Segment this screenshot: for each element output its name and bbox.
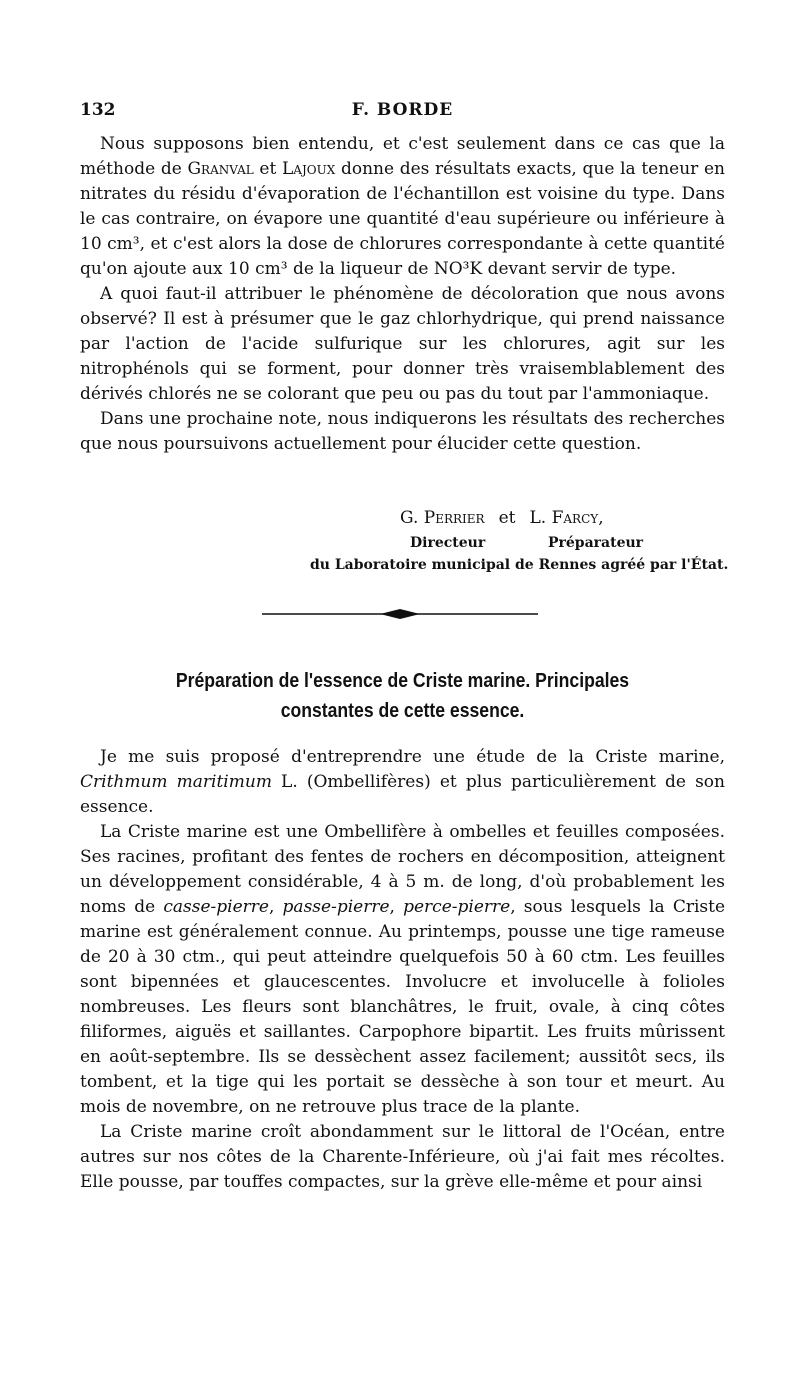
common-name: casse-pierre (163, 897, 269, 917)
text-run: , (268, 897, 283, 917)
author-name: Lajoux (282, 159, 336, 179)
text-run: Nous supposons bien entendu, et c'est seulement dans ce cas que la méthode de (80, 134, 725, 179)
article-title-line: constantes de cette essence. (280, 700, 525, 722)
article-title (119, 666, 687, 726)
page-number: 132 (80, 100, 116, 120)
signatory-role: Directeur (410, 535, 486, 551)
author-name: Granval (187, 159, 254, 179)
text-run: La Criste marine est une Ombellifère à ombelles et feuilles composées. Ses racines, profitant des fentes de rochers en décomposition, atteignent un développement considérable, 4 à 5 m. de long, d'où probablement les noms de (80, 822, 725, 917)
rule-with-diamond-icon (262, 602, 538, 626)
signatory-name: G. Perrier (400, 508, 485, 528)
running-title: F. BORDE (351, 100, 454, 120)
article-body (80, 745, 725, 1195)
signature-affiliation: du Laboratoire municipal de Rennes agréé par l'État. (310, 557, 729, 573)
text-run: L. (Ombellifères) et plus particulièrement de son essence. (80, 772, 725, 817)
common-name: perce-pierre (403, 897, 511, 917)
previous-article-conclusion (80, 132, 725, 457)
article-title-line: Préparation de l'essence de Criste marine. Principales (175, 670, 630, 692)
signatory-name: L. Farcy, (529, 508, 604, 528)
common-name: passe-pierre (282, 897, 390, 917)
species-name: Crithmum maritimum (80, 772, 272, 792)
text-run: , (389, 897, 404, 917)
paragraph: La Criste marine croît abondamment sur le littoral de l'Océan, entre autres sur nos côtes de la Charente-Inférieure, où j'ai fait mes récoltes. Elle pousse, par touffes compactes, sur la grève elle-même et pour ainsi (80, 1122, 725, 1192)
paragraph (80, 132, 725, 282)
running-head (80, 100, 725, 122)
paragraph: A quoi faut-il attribuer le phénomène de décoloration que nous avons observé? Il est à présumer que le gaz chlorhydrique, qui prend naissance par l'action de l'acide sulfurique sur les chlorures, agit sur les nitrophénols qui se forment, pour donner très vraisemblablement des dérivés chlorés ne se colorant que peu ou pas du tout par l'ammoniaque. (80, 284, 725, 404)
paragraph: Dans une prochaine note, nous indiquerons les résultats des recherches que nous poursuivons actuellement pour élucider cette question. (80, 409, 725, 454)
paragraph (80, 820, 725, 1120)
signature-conjunction: et (498, 508, 516, 528)
paragraph (80, 745, 725, 820)
text-run: , sous lesquels la Criste marine est généralement connue. Au printemps, pousse une tige rameuse de 20 à 30 ctm., qui peut atteindre quelquefois 50 à 60 ctm. Les feuilles sont bipennées et glaucescentes. Involucre et involucelle à folioles nombreuses. Les fleurs sont blanchâtres, le fruit, ovale, à cinq côtes filiformes, aiguës et saillantes. Carpophore bipartit. Les fruits mûrissent en août-septembre. Ils se dessèchent assez facilement; aussitôt secs, ils tombent, et la tige qui les portait se dessèche à son tour et meurt. Au mois de novembre, on ne retrouve plus trace de la plante. (80, 897, 726, 1117)
signature-names (400, 508, 604, 528)
text-run: et (253, 159, 282, 179)
signatory-role: Préparateur (548, 535, 644, 551)
text-run: donne des résultats exacts, que la teneur en nitrates du résidu d'évaporation de l'échantillon est voisine du type. Dans le cas contraire, on évapore une quantité d'eau supérieure ou inférieure à 10 cm³, et c'est alors la dose de chlorures correspondante à cette quantité qu'on ajoute aux 10 cm³ de la liqueur de NO³K devant servir de type. (80, 159, 726, 279)
signature-roles (80, 535, 725, 557)
text-run: Je me suis proposé d'entreprendre une étude de la Criste marine, (100, 747, 725, 767)
